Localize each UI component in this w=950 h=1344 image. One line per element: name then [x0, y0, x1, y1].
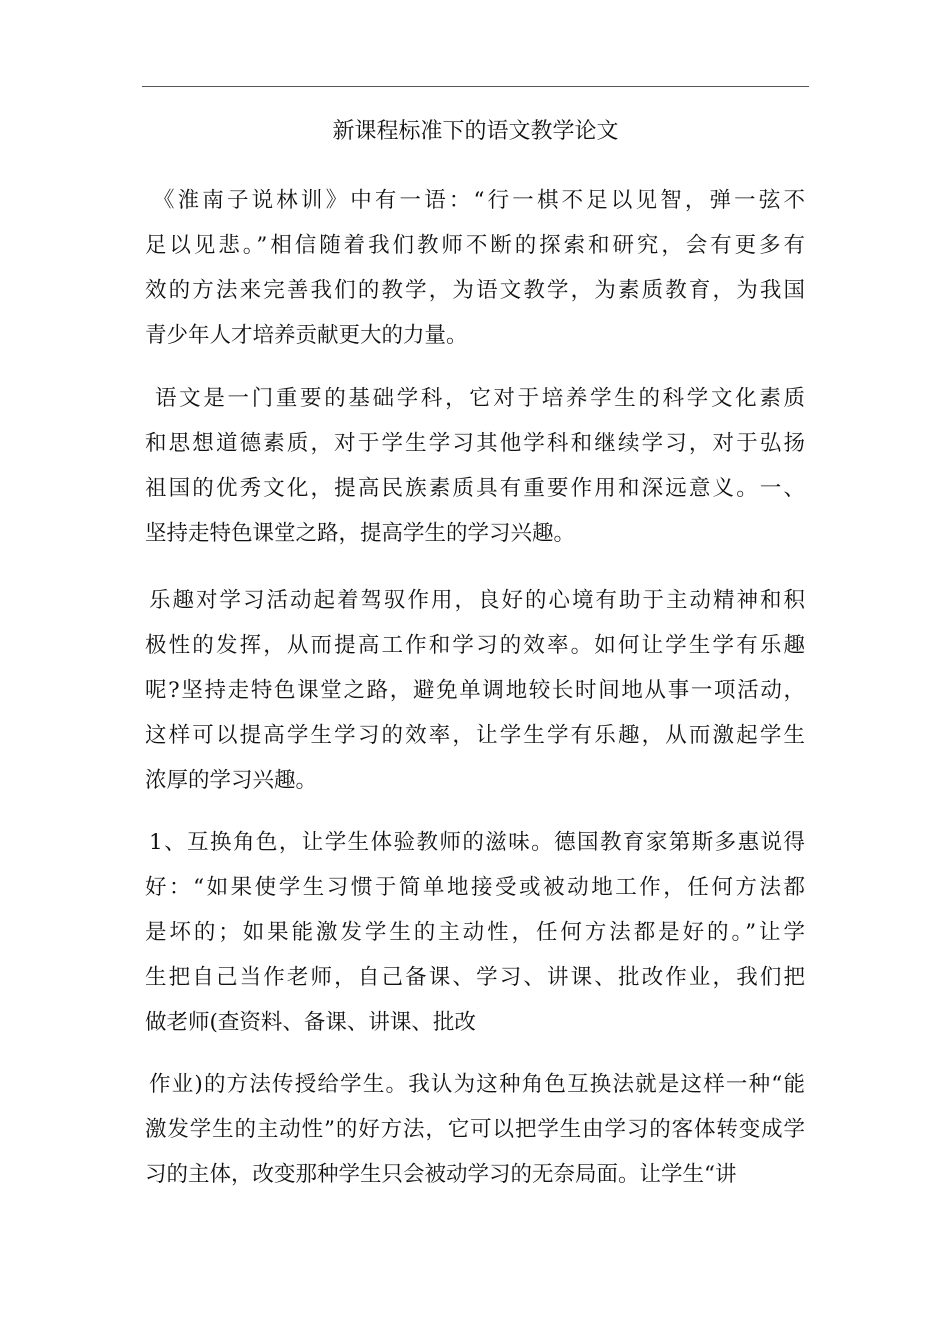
text-line: 是坏的；如果能激发学生的主动性，任何方法都是好的。”让学	[145, 920, 805, 945]
paragraph-2	[145, 376, 805, 556]
text-line: 生把自己当作老师，自己备课、学习、讲课、批改作业，我们把	[145, 965, 805, 990]
text-line: 呢?坚持走特色课堂之路，避免单调地较长时间地从事一项活动，	[145, 678, 805, 703]
text-line: 足以见悲。”相信随着我们教师不断的探索和研究，会有更多有	[145, 233, 805, 258]
paragraph-3	[145, 578, 805, 803]
paragraph-1	[145, 178, 805, 358]
text-line: 作业)的方法传授给学生。我认为这种角色互换法就是这样一种“能	[149, 1072, 805, 1097]
text-line: 习的主体，改变那种学生只会被动学习的无奈局面。让学生“讲	[145, 1162, 737, 1187]
paragraph-4	[145, 820, 805, 1045]
text-line: 《淮南子说林训》中有一语：“行一棋不足以见智，弹一弦不	[153, 188, 805, 213]
text-line: 坚持走特色课堂之路，提高学生的学习兴趣。	[145, 521, 576, 546]
text-line: 1、互换角色，让学生体验教师的滋味。德国教育家第斯多惠说得	[149, 830, 805, 855]
text-line: 这样可以提高学生学习的效率，让学生学有乐趣，从而激起学生	[145, 723, 805, 748]
text-line: 效的方法来完善我们的教学，为语文教学，为素质教育，为我国	[145, 278, 805, 303]
text-line: 乐趣对学习活动起着驾驭作用，良好的心境有助于主动精神和积	[149, 588, 805, 613]
document-title: 新课程标准下的语文教学论文	[332, 119, 619, 144]
header-rule	[142, 86, 809, 87]
text-line: 语文是一门重要的基础学科，它对于培养学生的科学文化素质	[155, 386, 805, 411]
text-line: 和思想道德素质，对于学生学习其他学科和继续学习，对于弘扬	[145, 431, 805, 456]
text-line: 极性的发挥，从而提高工作和学习的效率。如何让学生学有乐趣	[145, 633, 805, 658]
text-line: 青少年人才培养贡献更大的力量。	[145, 323, 468, 348]
text-line: 好：“如果使学生习惯于简单地接受或被动地工作，任何方法都	[145, 875, 805, 900]
text-line: 祖国的优秀文化，提高民族素质具有重要作用和深远意义。一、	[145, 476, 805, 501]
paragraph-5	[145, 1062, 805, 1197]
text-line: 浓厚的学习兴趣。	[145, 768, 318, 793]
text-line: 做老师(查资料、备课、讲课、批改	[145, 1010, 476, 1035]
text-line: 激发学生的主动性”的好方法，它可以把学生由学习的客体转变成学	[145, 1117, 805, 1142]
